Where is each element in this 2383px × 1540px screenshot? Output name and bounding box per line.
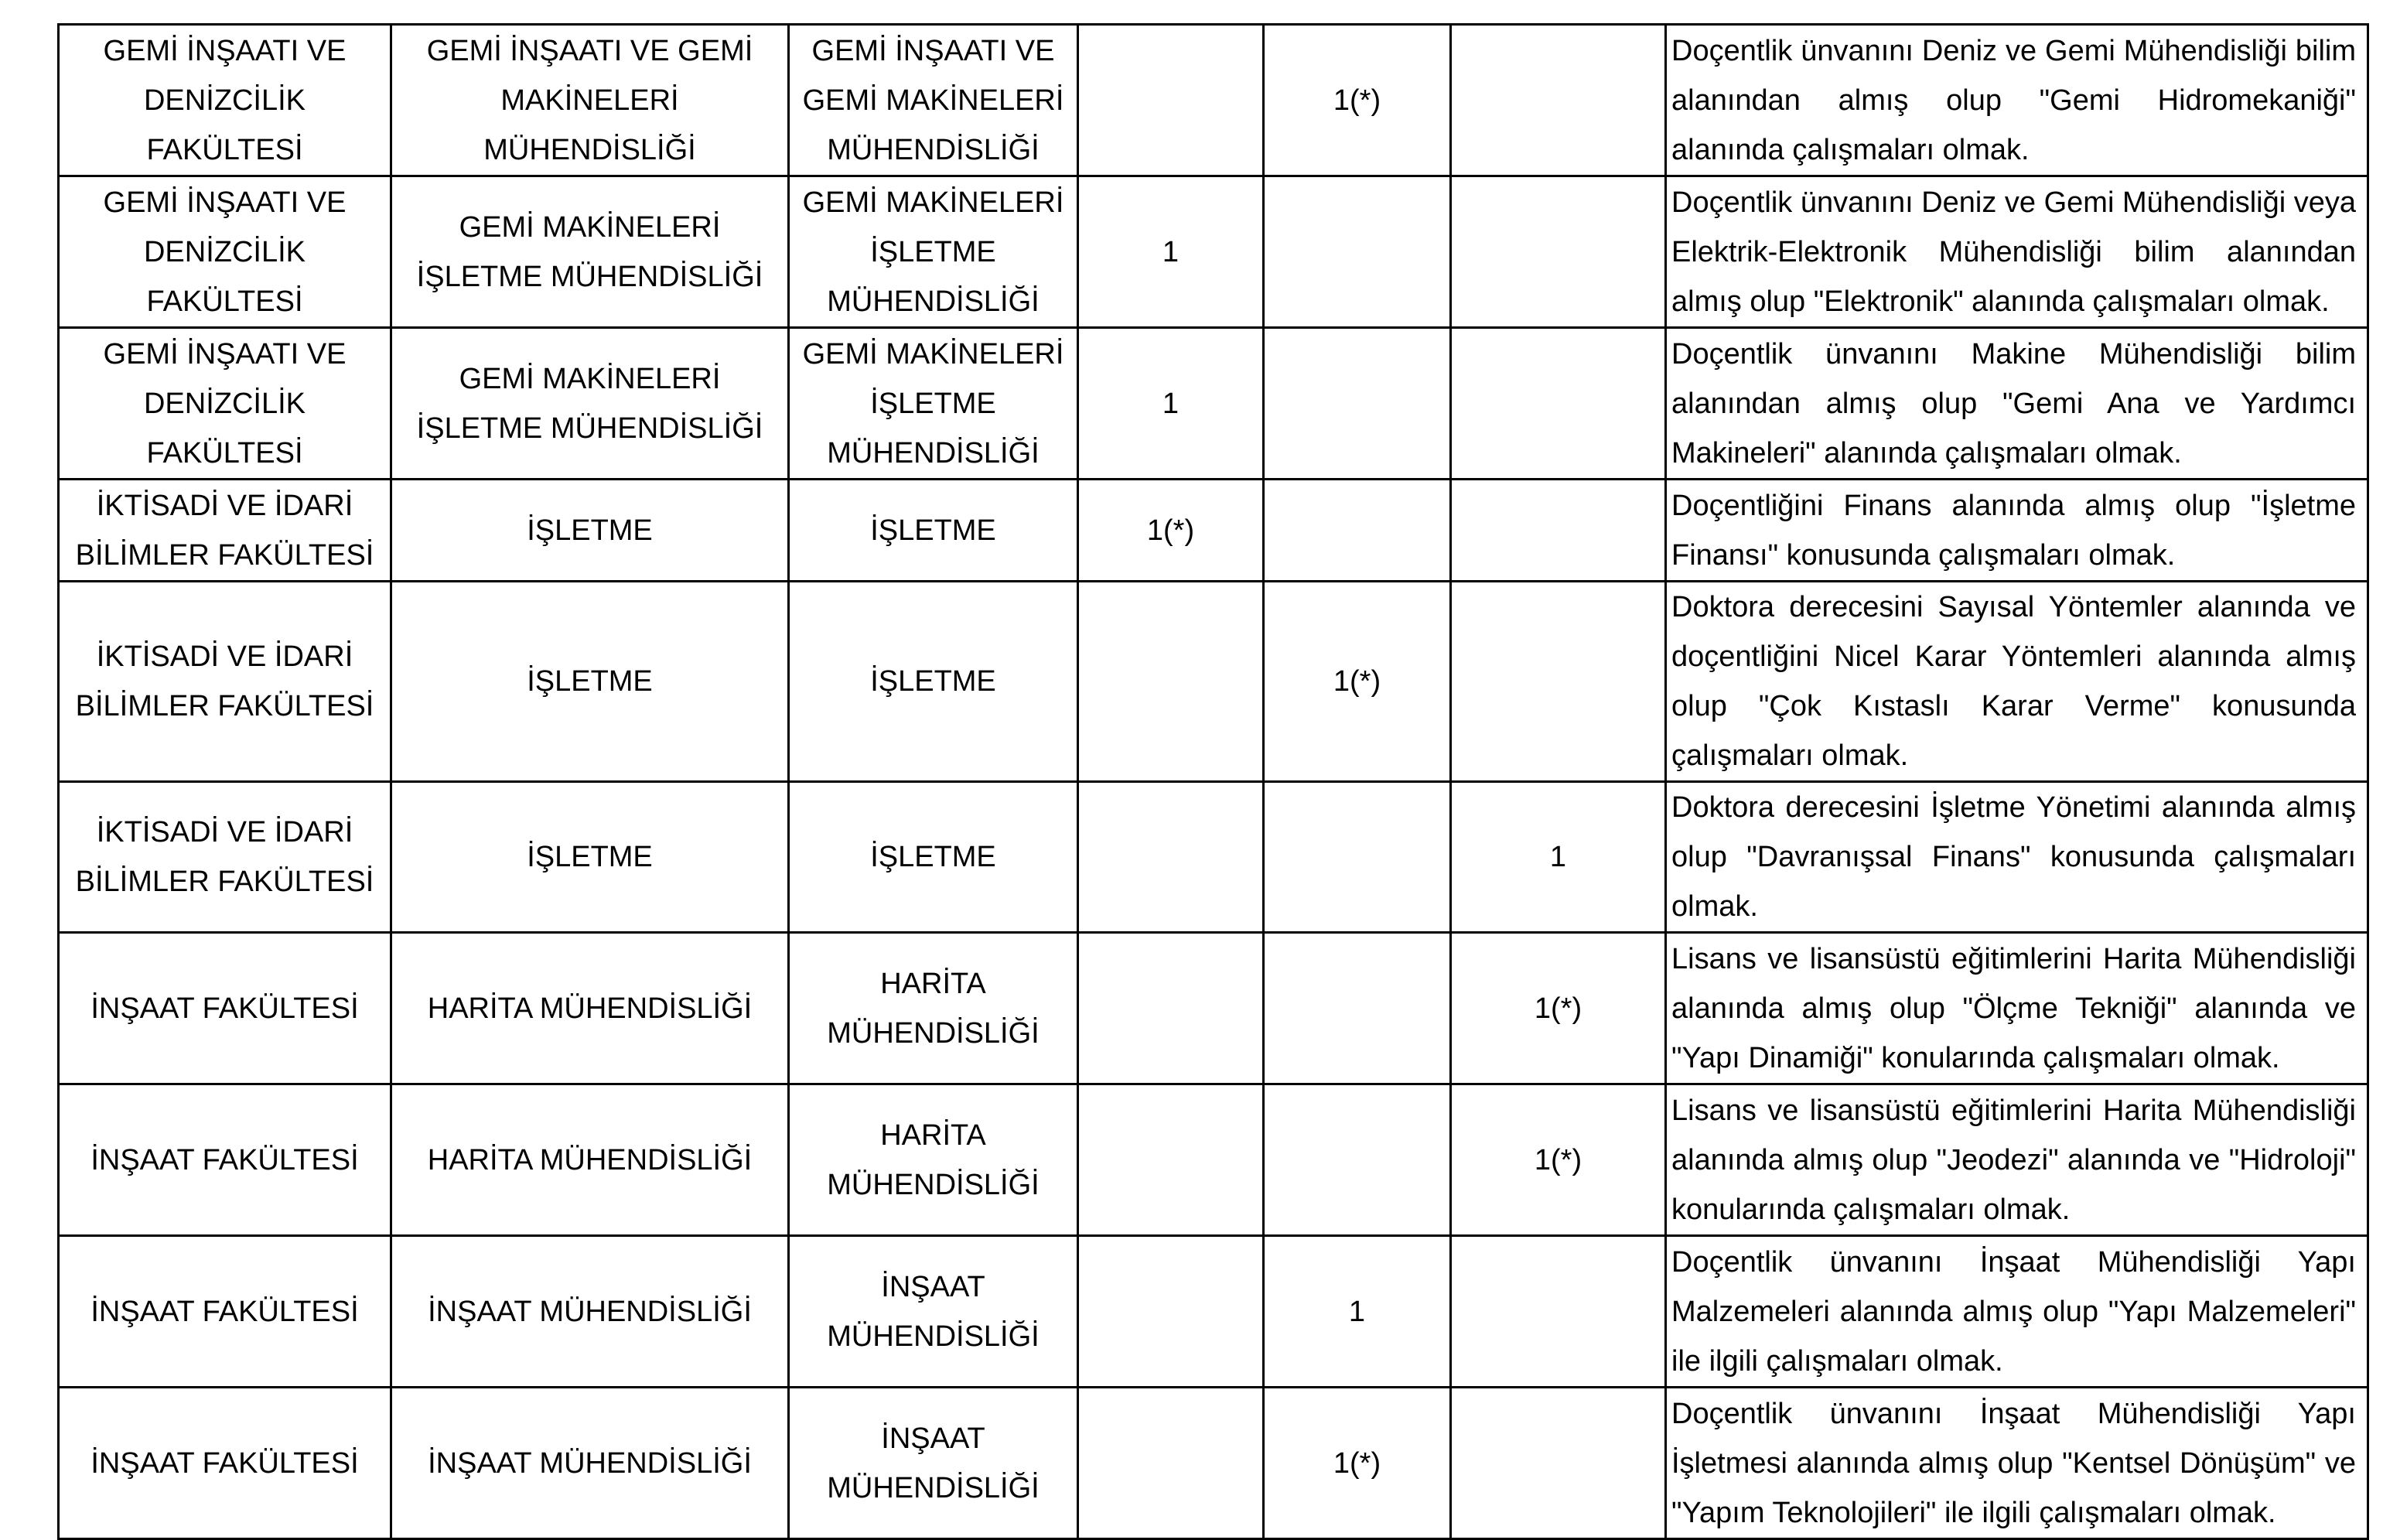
program-cell: İŞLETME — [789, 782, 1078, 933]
count-cell-col6 — [1451, 1388, 1666, 1539]
faculty-cell: İNŞAAT FAKÜLTESİ — [59, 1084, 391, 1236]
requirement-cell: Doçentliğini Finans alanında almış olup "İşletme Finansı" konusunda çalışmaları olmak. — [1666, 480, 2368, 582]
requirement-cell: Doçentlik ünvanını Deniz ve Gemi Mühendisliği bilim alanından almış olup "Gemi Hidromekaniği" alanında çalışmaları olmak. — [1666, 25, 2368, 176]
program-cell: HARİTA MÜHENDİSLİĞİ — [789, 933, 1078, 1084]
program-cell: İNŞAAT MÜHENDİSLİĞİ — [789, 1388, 1078, 1539]
table-row — [59, 582, 2368, 782]
count-cell-col6 — [1451, 176, 1666, 328]
count-cell-col4 — [1078, 933, 1264, 1084]
count-cell-col4 — [1078, 1084, 1264, 1236]
department-cell: İNŞAAT MÜHENDİSLİĞİ — [391, 1236, 789, 1388]
requirement-cell: Doçentlik ünvanını İnşaat Mühendisliği Yapı Malzemeleri alanında almış olup "Yapı Malzemeleri" ile ilgili çalışmaları olmak. — [1666, 1236, 2368, 1388]
count-cell-col5 — [1264, 933, 1451, 1084]
count-cell-col4: 1(*) — [1078, 480, 1264, 582]
faculty-cell: GEMİ İNŞAATI VE DENİZCİLİK FAKÜLTESİ — [59, 176, 391, 328]
count-cell-col5: 1(*) — [1264, 1388, 1451, 1539]
table-row — [59, 1236, 2368, 1388]
program-cell: İŞLETME — [789, 582, 1078, 782]
department-cell: GEMİ MAKİNELERİ İŞLETME MÜHENDİSLİĞİ — [391, 176, 789, 328]
program-cell: İŞLETME — [789, 480, 1078, 582]
count-cell-col5: 1(*) — [1264, 25, 1451, 176]
count-cell-col4: 1 — [1078, 328, 1264, 480]
requirement-cell: Doçentlik ünvanını İnşaat Mühendisliği Yapı İşletmesi alanında almış olup "Kentsel Dönüşüm" ve "Yapım Teknolojileri" ile ilgili çalışmaları olmak. — [1666, 1388, 2368, 1539]
count-cell-col4 — [1078, 1236, 1264, 1388]
count-cell-col6: 1(*) — [1451, 933, 1666, 1084]
count-cell-col6 — [1451, 25, 1666, 176]
program-cell: HARİTA MÜHENDİSLİĞİ — [789, 1084, 1078, 1236]
faculty-cell: İKTİSADİ VE İDARİ BİLİMLER FAKÜLTESİ — [59, 782, 391, 933]
count-cell-col5 — [1264, 328, 1451, 480]
count-cell-col4 — [1078, 782, 1264, 933]
table-row — [59, 1388, 2368, 1539]
requirement-cell: Doktora derecesini Sayısal Yöntemler alanında ve doçentliğini Nicel Karar Yöntemleri alanında almış olup "Çok Kıstaslı Karar Verme" konusunda çalışmaları olmak. — [1666, 582, 2368, 782]
faculty-cell: İNŞAAT FAKÜLTESİ — [59, 1236, 391, 1388]
program-cell: GEMİ MAKİNELERİ İŞLETME MÜHENDİSLİĞİ — [789, 328, 1078, 480]
count-cell-col6 — [1451, 1236, 1666, 1388]
requirement-cell: Doçentlik ünvanını Deniz ve Gemi Mühendisliği veya Elektrik-Elektronik Mühendisliği bilim alanından almış olup "Elektronik" alanında çalışmaları olmak. — [1666, 176, 2368, 328]
table-row — [59, 1084, 2368, 1236]
count-cell-col5 — [1264, 1084, 1451, 1236]
positions-table — [57, 23, 2369, 1540]
count-cell-col5 — [1264, 176, 1451, 328]
department-cell: HARİTA MÜHENDİSLİĞİ — [391, 1084, 789, 1236]
count-cell-col4 — [1078, 25, 1264, 176]
count-cell-col6 — [1451, 480, 1666, 582]
department-cell: HARİTA MÜHENDİSLİĞİ — [391, 933, 789, 1084]
faculty-cell: İNŞAAT FAKÜLTESİ — [59, 933, 391, 1084]
table-row — [59, 328, 2368, 480]
faculty-cell: GEMİ İNŞAATI VE DENİZCİLİK FAKÜLTESİ — [59, 25, 391, 176]
program-cell: İNŞAAT MÜHENDİSLİĞİ — [789, 1236, 1078, 1388]
count-cell-col5: 1 — [1264, 1236, 1451, 1388]
count-cell-col5: 1(*) — [1264, 582, 1451, 782]
program-cell: GEMİ İNŞAATI VE GEMİ MAKİNELERİ MÜHENDİSLİĞİ — [789, 25, 1078, 176]
department-cell: İŞLETME — [391, 782, 789, 933]
faculty-cell: İKTİSADİ VE İDARİ BİLİMLER FAKÜLTESİ — [59, 480, 391, 582]
table-row — [59, 25, 2368, 176]
table-row — [59, 933, 2368, 1084]
faculty-cell: GEMİ İNŞAATI VE DENİZCİLİK FAKÜLTESİ — [59, 328, 391, 480]
table-row — [59, 480, 2368, 582]
department-cell: İNŞAAT MÜHENDİSLİĞİ — [391, 1388, 789, 1539]
department-cell: İŞLETME — [391, 480, 789, 582]
department-cell: GEMİ İNŞAATI VE GEMİ MAKİNELERİ MÜHENDİSLİĞİ — [391, 25, 789, 176]
count-cell-col4 — [1078, 1388, 1264, 1539]
department-cell: GEMİ MAKİNELERİ İŞLETME MÜHENDİSLİĞİ — [391, 328, 789, 480]
program-cell: GEMİ MAKİNELERİ İŞLETME MÜHENDİSLİĞİ — [789, 176, 1078, 328]
count-cell-col6 — [1451, 582, 1666, 782]
requirement-cell: Lisans ve lisansüstü eğitimlerini Harita Mühendisliği alanında almış olup "Ölçme Tekniği" alanında ve "Yapı Dinamiği" konularında çalışmaları olmak. — [1666, 933, 2368, 1084]
department-cell: İŞLETME — [391, 582, 789, 782]
count-cell-col5 — [1264, 480, 1451, 582]
requirement-cell: Doktora derecesini İşletme Yönetimi alanında almış olup "Davranışsal Finans" konusunda çalışmaları olmak. — [1666, 782, 2368, 933]
requirement-cell: Lisans ve lisansüstü eğitimlerini Harita Mühendisliği alanında almış olup "Jeodezi" alanında ve "Hidroloji" konularında çalışmaları olmak. — [1666, 1084, 2368, 1236]
count-cell-col6: 1(*) — [1451, 1084, 1666, 1236]
faculty-cell: İNŞAAT FAKÜLTESİ — [59, 1388, 391, 1539]
requirement-cell: Doçentlik ünvanını Makine Mühendisliği bilim alanından almış olup "Gemi Ana ve Yardımcı Makineleri" alanında çalışmaları olmak. — [1666, 328, 2368, 480]
count-cell-col6 — [1451, 328, 1666, 480]
count-cell-col5 — [1264, 782, 1451, 933]
count-cell-col6: 1 — [1451, 782, 1666, 933]
table-row — [59, 782, 2368, 933]
table-row — [59, 176, 2368, 328]
count-cell-col4 — [1078, 582, 1264, 782]
faculty-cell: İKTİSADİ VE İDARİ BİLİMLER FAKÜLTESİ — [59, 582, 391, 782]
count-cell-col4: 1 — [1078, 176, 1264, 328]
